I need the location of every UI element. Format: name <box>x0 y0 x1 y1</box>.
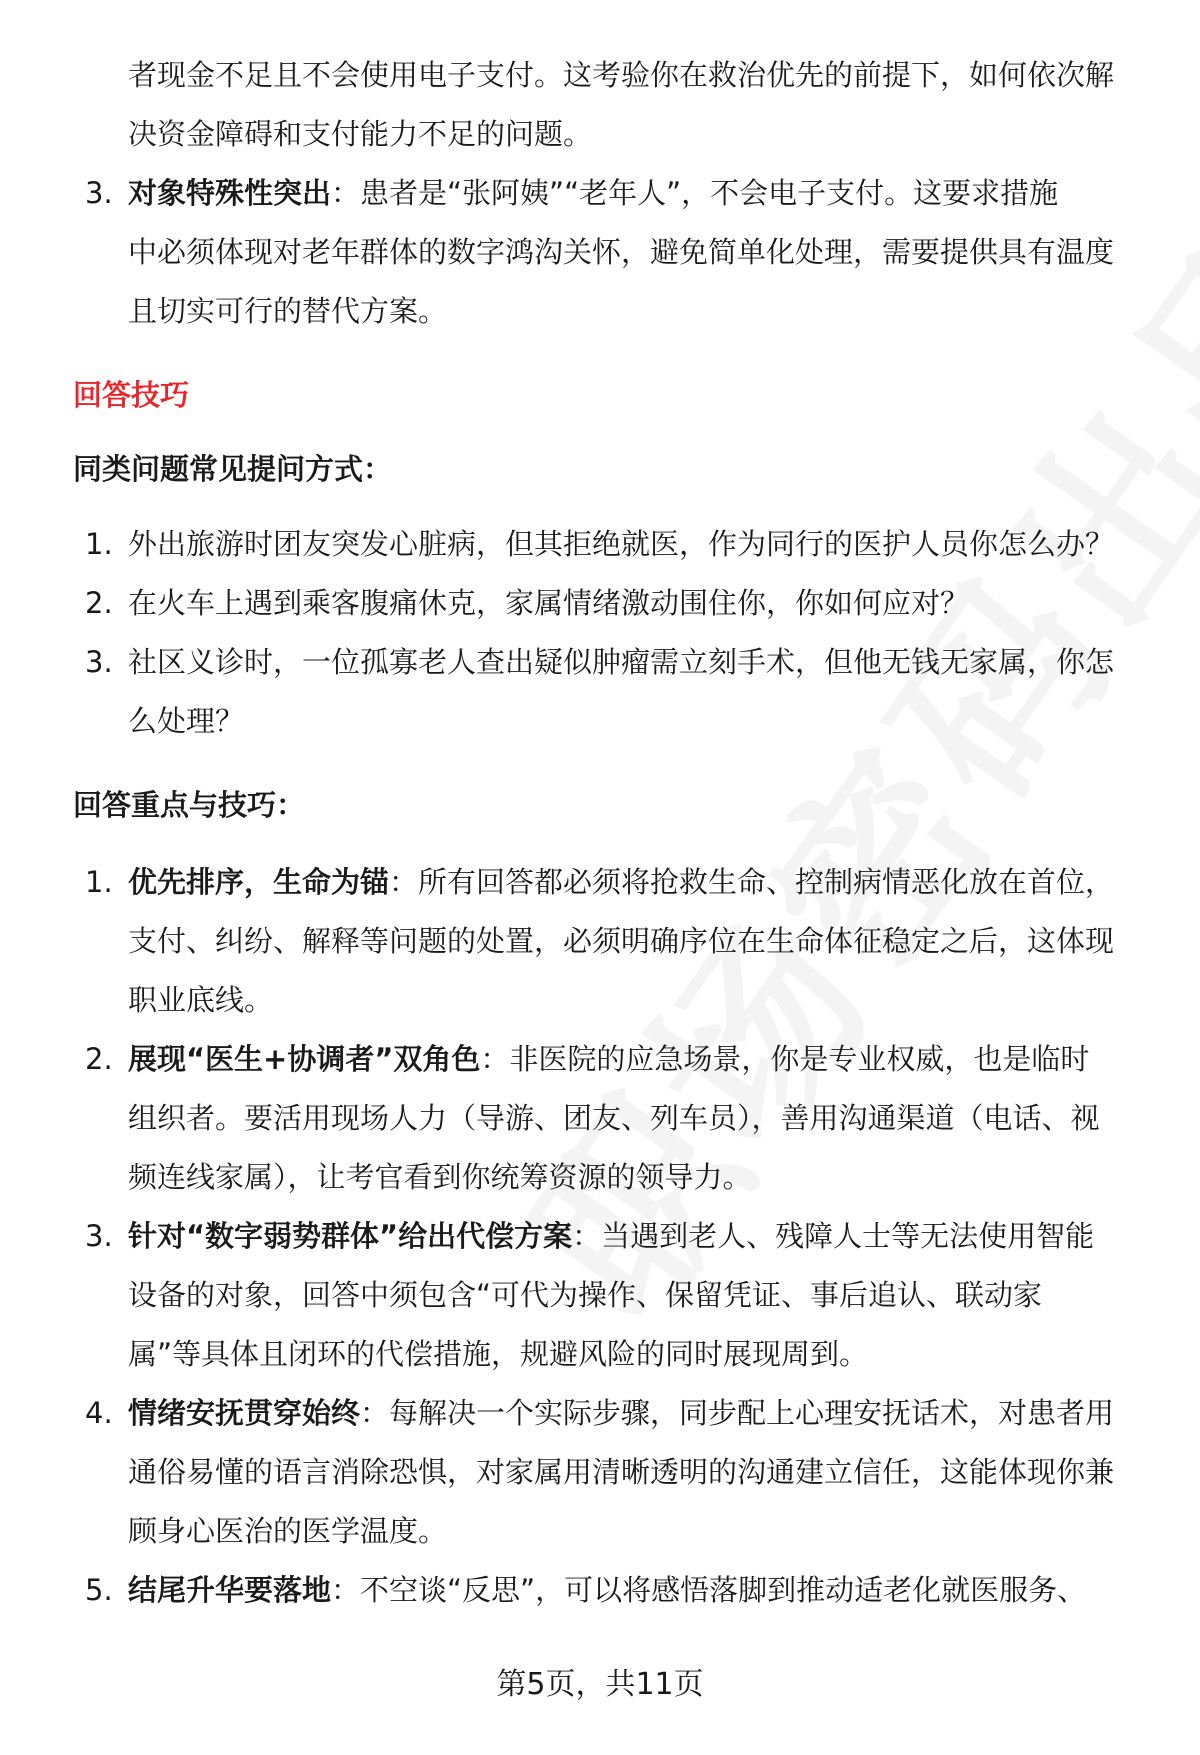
item-text: ：所有回答都必须将抢救生命、控制病情恶化放在首位， <box>389 865 1115 899</box>
item-text: ：患者是“张阿姨”“老年人”，不会电子支付。这要求措施 <box>331 176 1059 210</box>
paragraph-line: 属”等具体且闭环的代偿措施，规避风险的同时展现周到。 <box>128 1337 869 1371</box>
key-points-heading: 回答重点与技巧： <box>73 788 306 822</box>
item-number: 1. <box>85 865 113 899</box>
item-title: 情绪安抚贯穿始终 <box>128 1396 361 1430</box>
list-item <box>73 515 1143 574</box>
list-item <box>73 1207 1143 1384</box>
item-text: ：当遇到老人、残障人士等无法使用智能 <box>572 1219 1095 1253</box>
list-item <box>73 633 1143 751</box>
list-item <box>73 853 1143 1030</box>
item-number: 1. <box>85 527 113 561</box>
paragraph-line: 中必须体现对老年群体的数字鸿沟关怀，避免简单化处理，需要提供具有温度 <box>128 235 1115 269</box>
paragraph-line: 者现金不足且不会使用电子支付。这考验你在救治优先的前提下，如何依次解 <box>128 58 1115 92</box>
item-number: 2. <box>85 586 113 620</box>
item-number: 2. <box>85 1042 113 1076</box>
similar-questions-heading: 同类问题常见提问方式： <box>73 452 393 486</box>
paragraph-line: 么处理？ <box>128 704 245 738</box>
item-number: 3. <box>85 645 113 679</box>
item-number: 5. <box>85 1573 113 1607</box>
similar-questions-list <box>73 515 1143 751</box>
paragraph-line: 组织者。要活用现场人力（导游、团友、列车员），善用沟通渠道（电话、视 <box>128 1101 1100 1135</box>
intro-continuation <box>73 46 1143 164</box>
item-title: 优先排序，生命为锚 <box>128 865 390 899</box>
paragraph-line: 职业底线。 <box>128 983 274 1017</box>
item-number: 3. <box>85 176 113 210</box>
paragraph-line: 在火车上遇到乘客腹痛休克，家属情绪激动围住你，你如何应对？ <box>128 586 970 620</box>
item-text: ：非医院的应急场景，你是专业权威，也是临时 <box>480 1042 1090 1076</box>
paragraph-line: 且切实可行的替代方案。 <box>128 294 448 328</box>
item-text: ：不空谈“反思”，可以将感悟落脚到推动适老化就医服务、 <box>331 1573 1087 1607</box>
content <box>73 46 1143 1620</box>
item-title: 结尾升华要落地 <box>128 1573 332 1607</box>
section-title: 回答技巧 <box>73 378 190 412</box>
paragraph-line: 设备的对象，回答中须包含“可代为操作、保留凭证、事后追认、联动家 <box>128 1278 1043 1312</box>
paragraph-line <box>128 853 1143 912</box>
item-number: 3. <box>85 1219 113 1253</box>
paragraph-line: 外出旅游时团友突发心脏病，但其拒绝就医，作为同行的医护人员你怎么办？ <box>128 527 1115 561</box>
paragraph-line: 频连线家属），让考官看到你统筹资源的领导力。 <box>128 1160 752 1194</box>
paragraph-line <box>128 1030 1143 1089</box>
item-title: 展现“医生+协调者”双角色 <box>128 1042 481 1076</box>
list-item <box>73 574 1143 633</box>
list-item <box>73 1384 1143 1561</box>
paragraph-line <box>128 1207 1143 1266</box>
item-number: 4. <box>85 1396 113 1430</box>
paragraph-line <box>128 1561 1143 1620</box>
item-title: 针对“数字弱势群体”给出代偿方案 <box>128 1219 573 1253</box>
list-item <box>73 1030 1143 1207</box>
analysis-item-3 <box>73 164 1143 341</box>
list-item <box>73 1561 1143 1620</box>
item-text: ：每解决一个实际步骤，同步配上心理安抚话术，对患者用 <box>360 1396 1115 1430</box>
paragraph-line: 决资金障碍和支付能力不足的问题。 <box>128 117 593 151</box>
paragraph-line <box>128 164 1143 223</box>
paragraph-line: 社区义诊时，一位孤寡老人查出疑似肿瘤需立刻手术，但他无钱无家属，你怎 <box>128 645 1115 679</box>
paragraph-line: 通俗易懂的语言消除恐惧，对家属用清晰透明的沟通建立信任，这能体现你兼 <box>128 1455 1115 1489</box>
key-points-list <box>73 853 1143 1620</box>
paragraph-line: 顾身心医治的医学温度。 <box>128 1514 448 1548</box>
item-title: 对象特殊性突出 <box>128 176 332 210</box>
paragraph-line: 支付、纠纷、解释等问题的处置，必须明确序位在生命体征稳定之后，这体现 <box>128 924 1115 958</box>
paragraph-line <box>128 1384 1143 1443</box>
page-footer: 第5页，共11页 <box>496 1667 704 1702</box>
